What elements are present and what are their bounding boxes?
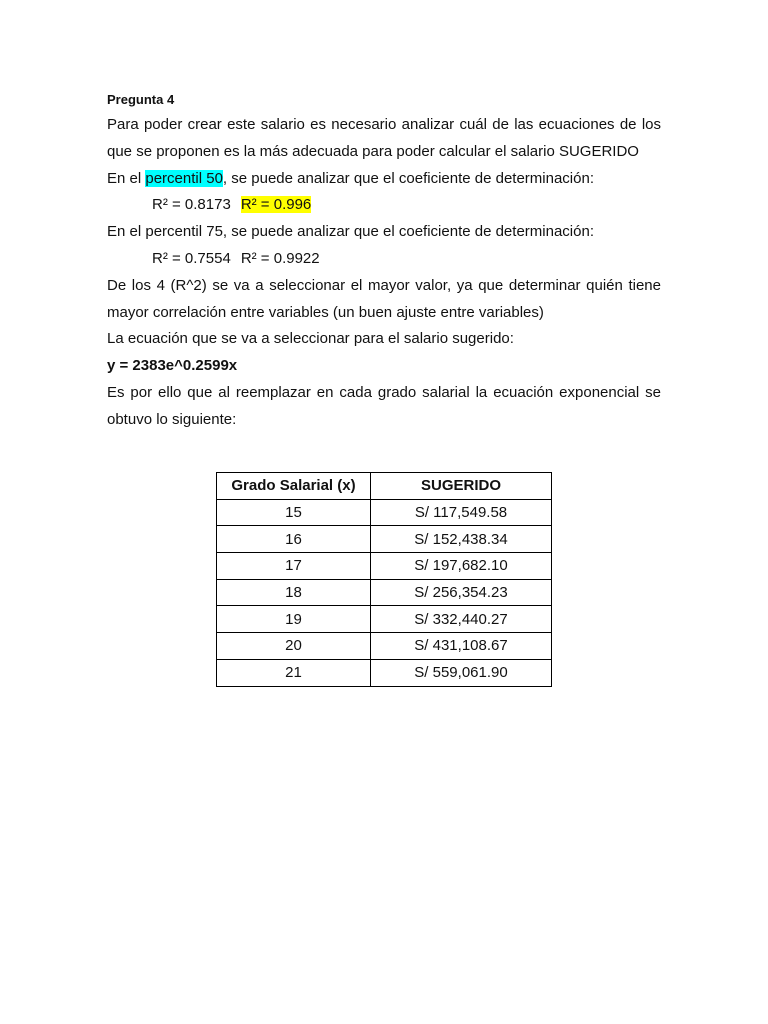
grade-cell: 21 — [217, 659, 371, 686]
equation: y = 2383e^0.2599x — [107, 357, 238, 375]
column-header-grade: Grado Salarial (x) — [217, 473, 371, 500]
document-page — [107, 88, 661, 434]
salary-table — [216, 472, 552, 687]
result-paragraph: Es por ello que al reemplazar en cada grado salarial la ecuación exponencial se obtuvo lo siguiente: — [107, 383, 661, 428]
grade-cell: 17 — [217, 553, 371, 580]
table-row — [217, 526, 552, 553]
salary-cell: S/ 431,108.67 — [371, 633, 552, 660]
grade-cell: 20 — [217, 633, 371, 660]
grade-cell: 16 — [217, 526, 371, 553]
salary-cell: S/ 117,549.58 — [371, 499, 552, 526]
equation-intro: La ecuación que se va a seleccionar para el salario sugerido: — [107, 330, 514, 348]
salary-table-container — [216, 472, 552, 687]
percentile-50-prefix: En el — [107, 169, 146, 187]
percentile-75-r2-line — [107, 246, 661, 273]
percentile-50-highlight: percentil 50 — [145, 169, 223, 187]
table-row — [217, 633, 552, 660]
table-row — [217, 579, 552, 606]
table-header-row — [217, 473, 552, 500]
table-row — [217, 499, 552, 526]
grade-cell: 18 — [217, 579, 371, 606]
r2-value: R² = 0.9922 — [240, 249, 320, 267]
salary-cell: S/ 332,440.27 — [371, 606, 552, 633]
salary-cell: S/ 197,682.10 — [371, 553, 552, 580]
salary-cell: S/ 559,061.90 — [371, 659, 552, 686]
r2-value: R² = 0.8173 — [152, 196, 231, 214]
percentile-50-r2-line — [107, 192, 661, 219]
grade-cell: 15 — [217, 499, 371, 526]
salary-cell: S/ 152,438.34 — [371, 526, 552, 553]
salary-cell: S/ 256,354.23 — [371, 579, 552, 606]
selection-paragraph: De los 4 (R^2) se va a seleccionar el mayor valor, ya que determinar quién tiene mayor correlación entre variables (un buen ajuste entre variables) — [107, 276, 661, 321]
percentile-50-line — [107, 166, 661, 193]
percentile-50-suffix: , se puede analizar que el coeficiente de determinación: — [222, 169, 594, 187]
r2-value-highlighted: R² = 0.996 — [240, 196, 312, 214]
column-header-suggested: SUGERIDO — [371, 473, 552, 500]
table-row — [217, 553, 552, 580]
grade-cell: 19 — [217, 606, 371, 633]
percentile-75-line: En el percentil 75, se puede analizar que el coeficiente de determinación: — [107, 223, 594, 241]
table-row — [217, 659, 552, 686]
table-row — [217, 606, 552, 633]
r2-value: R² = 0.7554 — [152, 249, 231, 267]
section-heading: Pregunta 4 — [107, 92, 175, 107]
intro-paragraph: Para poder crear este salario es necesario analizar cuál de las ecuaciones de los que se proponen es la más adecuada para poder calcular el salario SUGERIDO — [107, 116, 661, 160]
